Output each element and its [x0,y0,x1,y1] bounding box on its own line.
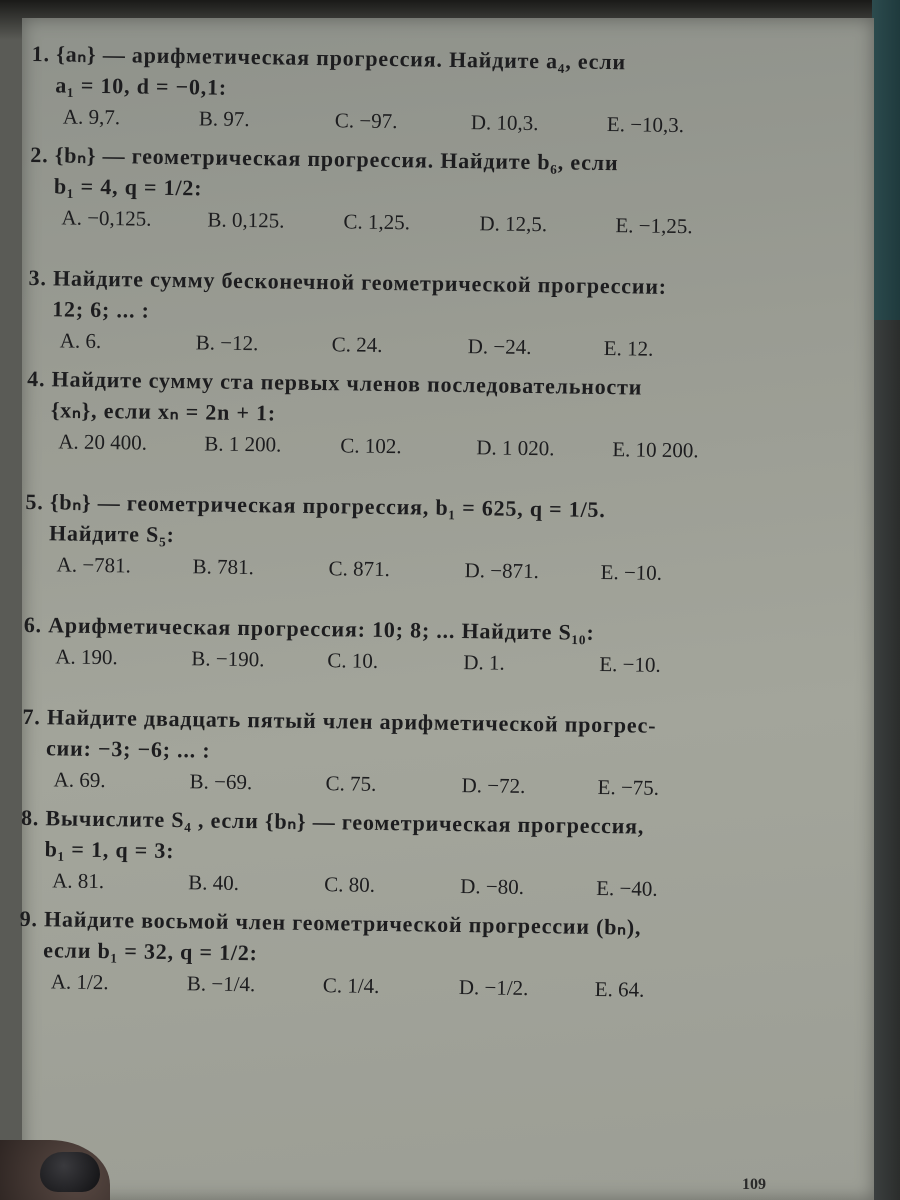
option-d: D. 1. [463,650,505,675]
option-e: E. 64. [594,976,645,1002]
option-b: B. 1 200. [204,431,282,457]
option-c: C. 75. [325,771,377,796]
option-e: E. 12. [603,336,654,361]
option-e: E. −10. [599,651,661,677]
question-number: 5. [25,488,44,515]
option-e: E. −10. [600,559,663,585]
answer-options [31,104,801,140]
question-number: 4. [27,365,46,392]
answer-options [20,868,790,904]
option-d: D. −871. [464,558,540,584]
question-condition: Найдите S₅: [48,520,175,548]
option-c: C. 80. [324,872,376,897]
option-a: A. 9,7. [62,104,121,130]
option-b: B. −1/4. [186,971,256,997]
answer-options [21,767,791,803]
option-b: B. 0,125. [207,207,285,233]
option-a: A. 190. [55,644,118,670]
question-condition: {xₙ}, если xₙ = 2n + 1: [50,397,277,426]
question-condition: b₁ = 4, q = 1/2: [53,173,203,201]
option-c: C. 1/4. [322,973,380,998]
option-e: E. 10 200. [612,437,699,463]
question-statement: {aₙ} — арифметическая прогрессия. Найдите a₄, если [56,41,627,75]
question-condition: a₁ = 10, d = −0,1: [55,72,228,100]
option-a: A. 6. [59,328,102,353]
question-condition: сии: −3; −6; ... : [45,735,211,763]
option-a: A. 20 400. [58,429,148,455]
option-a: A. 81. [52,868,105,894]
question-statement: {bₙ} — геометрическая прогрессия, b₁ = 625, q = 1/5. [49,489,606,523]
question-text [24,609,794,651]
question-number: 1. [31,40,51,67]
question-3 [28,262,799,364]
answer-options [28,328,798,364]
option-a: A. −0,125. [61,205,152,231]
answer-options [23,644,793,680]
question-text [30,139,801,212]
question-8 [20,802,791,904]
question-number: 7. [22,703,41,730]
question-text [31,38,802,111]
textbook-page [19,18,874,1200]
option-c: C. 24. [331,332,383,357]
question-statement: Найдите двадцать пятый член арифметической прогрес- [46,704,657,738]
question-condition: если b₁ = 32, q = 1/2: [43,937,258,966]
question-9 [19,903,790,1005]
page-number: 109 [742,1176,766,1193]
question-5 [24,486,795,588]
option-c: C. −97. [334,108,398,134]
option-d: D. −1/2. [458,975,529,1001]
question-text [20,802,791,875]
option-b: B. −12. [195,330,259,356]
question-statement: Арифметическая прогрессия: 10; 8; ... Найдите S₁₀: [48,612,595,645]
option-a: A. 1/2. [50,969,109,995]
question-2 [29,139,800,241]
question-statement: Вычислите S₄ , если {bₙ} — геометрическая прогрессия, [45,805,645,839]
option-d: D. −72. [461,773,526,798]
question-statement: Найдите восьмой член геометрической прогрессии (bₙ), [43,906,642,940]
question-number: 8. [20,804,40,831]
question-text [27,363,798,436]
option-c: C. 102. [340,433,402,459]
option-b: B. −69. [189,769,253,795]
book-cover-edge-lower [872,320,900,1200]
question-4 [26,363,797,465]
question-number: 9. [19,905,38,932]
question-statement: Найдите сумму ста первых членов последовательности [51,366,643,400]
option-a: A. 69. [53,767,106,793]
option-c: C. 1,25. [343,209,411,235]
question-7 [21,701,792,803]
question-list [18,38,801,1019]
question-condition: b₁ = 1, q = 3: [44,836,175,864]
question-text [19,903,790,976]
option-b: B. −190. [191,646,265,672]
question-number: 3. [28,264,47,291]
option-d: D. 10,3. [470,110,539,136]
question-number: 6. [23,611,43,638]
option-e: E. −75. [597,774,660,800]
option-b: B. 97. [198,106,250,132]
option-b: B. 781. [192,554,255,580]
question-statement: {bₙ} — геометрическая прогрессия. Найдите b₆, если [54,142,619,176]
option-e: E. −10,3. [606,112,685,138]
question-statement: Найдите сумму бесконечной геометрической прогрессии: [52,265,668,299]
question-text [22,701,793,774]
answer-options [26,429,796,465]
answer-options [19,969,789,1005]
option-c: C. 10. [327,648,379,673]
answer-options [24,552,794,588]
option-a: A. −781. [56,552,132,578]
question-1 [31,38,802,140]
question-number: 2. [30,141,49,168]
question-text [25,486,796,559]
option-e: E. −1,25. [615,213,693,239]
answer-options [29,205,799,241]
option-b: B. 40. [188,870,240,895]
question-text [28,262,799,335]
fingernail [40,1152,100,1192]
option-d: D. 1 020. [476,435,555,461]
question-6 [23,609,794,680]
option-c: C. 871. [328,556,391,582]
option-e: E. −40. [596,875,658,901]
option-d: D. −80. [460,874,525,899]
option-d: D. 12,5. [479,211,548,237]
question-condition: 12; 6; ... : [52,296,150,323]
option-d: D. −24. [467,334,532,360]
